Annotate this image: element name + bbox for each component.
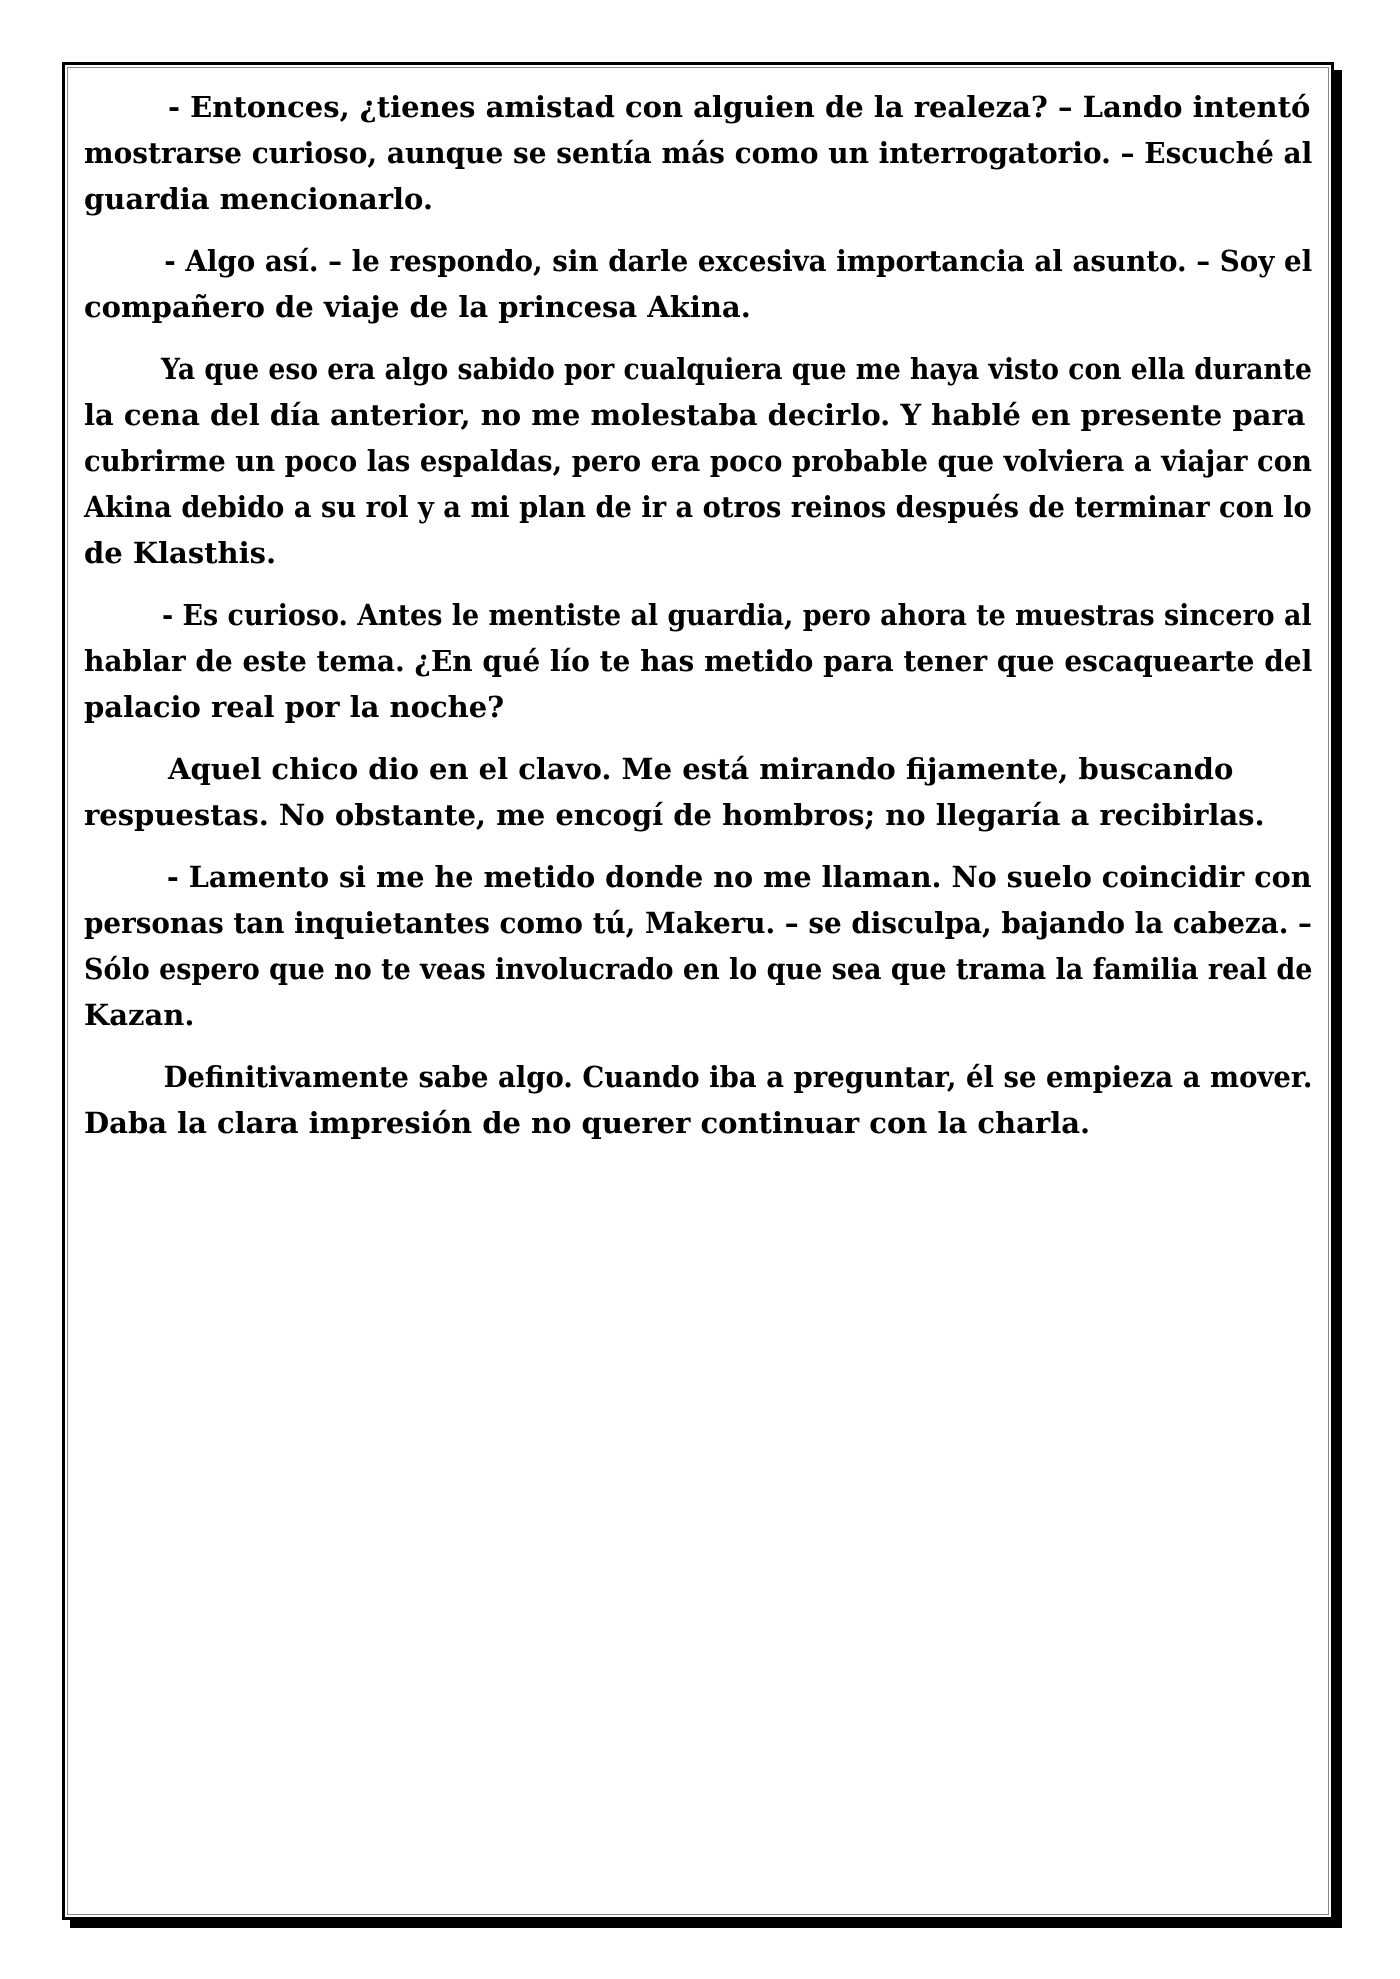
text-line: compañero de viaje de la princesa Akina. (84, 290, 751, 324)
text-line: Definitivamente sabe algo. Cuando iba a preguntar, él se empieza a mover. (163, 1060, 1313, 1094)
text-line: respuestas. No obstante, me encogí de hombros; no llegaría a recibirlas. (84, 798, 1265, 832)
text-line: palacio real por la noche? (84, 690, 505, 724)
text-line: la cena del día anterior, no me molestaba decirlo. Y hablé en presente para (84, 398, 1306, 432)
paragraph-6 (84, 854, 1314, 1038)
text-line: Ya que eso era algo sabido por cualquiera que me haya visto con ella durante (160, 352, 1312, 386)
text-line: hablar de este tema. ¿En qué lío te has metido para tener que escaquearte del (84, 644, 1313, 678)
text-line: Kazan. (84, 998, 195, 1032)
text-line: personas tan inquietantes como tú, Makeru. – se disculpa, bajando la cabeza. – (84, 906, 1312, 940)
text-line: - Es curioso. Antes le mentiste al guardia, pero ahora te muestras sincero al (161, 598, 1312, 632)
text-line: cubrirme un poco las espaldas, pero era poco probable que volviera a viajar con (84, 444, 1313, 478)
text-line: - Algo así. – le respondo, sin darle excesiva importancia al asunto. – Soy el (164, 244, 1313, 278)
paragraph-2 (84, 238, 1314, 330)
text-line: guardia mencionarlo. (84, 182, 433, 216)
paragraph-5 (84, 746, 1314, 838)
text-line: Sólo espero que no te veas involucrado en lo que sea que trama la familia real de (84, 952, 1313, 986)
paragraph-1 (84, 84, 1314, 222)
text-line: - Lamento si me he metido donde no me llaman. No suelo coincidir con (166, 860, 1312, 894)
text-line: Daba la clara impresión de no querer continuar con la charla. (84, 1106, 1091, 1140)
document-body (84, 84, 1314, 1162)
text-line: Akina debido a su rol y a mi plan de ir a otros reinos después de terminar con lo (84, 490, 1312, 524)
paragraph-7 (84, 1054, 1314, 1146)
paragraph-3 (84, 346, 1314, 576)
text-line: - Entonces, ¿tienes amistad con alguien de la realeza? – Lando intentó (168, 90, 1311, 124)
text-line: de Klasthis. (84, 536, 277, 570)
text-line: mostrarse curioso, aunque se sentía más como un interrogatorio. – Escuché al (84, 136, 1313, 170)
paragraph-4 (84, 592, 1314, 730)
text-line: Aquel chico dio en el clavo. Me está mirando fijamente, buscando (168, 752, 1234, 786)
